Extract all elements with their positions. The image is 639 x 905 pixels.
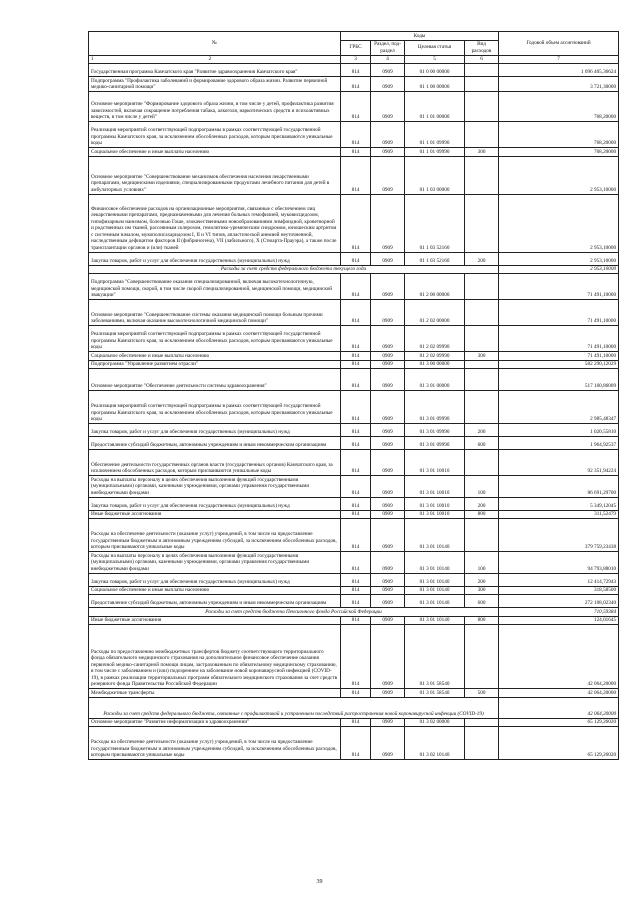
row-expense-type: 200 [465,573,499,586]
row-grbs: 814 [341,360,371,369]
row-grbs: 814 [341,326,371,352]
column-number [89,55,341,64]
row-expense-type: 100 [465,476,499,498]
row-amount: 1 964,92537 [499,437,619,450]
row-amount: 71 491,10000 [499,274,619,300]
row-grbs: 814 [341,450,371,476]
row-razdel: 0909 [371,616,405,625]
header-target: Целевая статья [405,40,465,55]
row-name: Реализация мероприятий соответствующей подпрограммы в рамках соответствующей государственной программы Камчатского края, за исключением обособленных расходов, которым присваиваются уникальные коды [89,122,341,148]
row-target-article: 01 2 02 00000 [405,300,465,326]
row-expense-type: 600 [465,437,499,450]
header-razdel: Раздел, под-раздел [371,40,405,55]
row-target-article: 01 0 00 00000 [405,64,465,77]
row-amount: 71 491,10000 [499,326,619,352]
row-razdel: 0909 [371,391,405,424]
row-target-article: 01 1 01 09990 [405,148,465,157]
row-razdel: 0909 [371,92,405,122]
row-grbs: 814 [341,476,371,498]
row-name: Государственная программа Камчатского края "Развитие здравоохранения Камчатского края" [89,64,341,77]
row-expense-type: 100 [465,552,499,574]
row-expense-type: 800 [465,616,499,625]
row-target-article: 01 2 02 09990 [405,352,465,361]
row-amount: 582 290,12029 [499,360,619,369]
row-amount: 2 985,48347 [499,391,619,424]
table-row [89,727,619,760]
row-razdel: 0909 [371,586,405,595]
row-razdel: 0909 [371,450,405,476]
header-vid: Вид расходов [465,40,499,55]
row-expense-type [465,391,499,424]
row-expense-type: 500 [465,689,499,698]
row-grbs: 814 [341,595,371,608]
row-grbs: 814 [341,718,371,727]
row-expense-type [465,300,499,326]
header-number: № [89,32,341,56]
row-name: Закупка товаров, работ и услуг для обеспечения государственных (муниципальных) нужд [89,252,341,265]
row-target-article: 01 2 00 00000 [405,274,465,300]
row-name: Расходы на выплаты персоналу в целях обеспечения выполнения функций государственными (муниципальными) органами, казенными учреждениями, органами управления государственными внебюджетными фондами [89,476,341,498]
row-grbs: 814 [341,616,371,625]
row-expense-type [465,92,499,122]
row-target-article: 01 1 03 52160 [405,194,465,252]
row-amount: 517 160,86009 [499,369,619,391]
row-razdel: 0909 [371,424,405,437]
table-row [89,77,619,92]
row-grbs: 814 [341,194,371,252]
row-target-article: 01 3 01 00000 [405,369,465,391]
row-target-article: 01 3 01 58540 [405,689,465,698]
row-amount: 42 064,20000 [499,625,619,689]
row-name: Финансовое обеспечение расходов на организационные мероприятия, связанные с обеспечением лиц лекарственными препаратами, предназначенными для лечения больных гемофилией, муковисцидозом, гипофизарным нанизмом, болезнью Гоше, злокачественными новообразованиями лимфоидной, кроветворной и родственных им тканей, рассеянным склерозом, гемолитико-уремическим синдромом, юношеским артритом с системным началом, мукополисахаридозом I, II и VI типов, апластической анемией неуточненной, наследственным дефицитом факторов II (фибриногена), VII (лабильного), X (Стюарта-Прауэра), а также после трансплантации органов и (или) тканей [89,194,341,252]
table-row [89,519,619,552]
funding-note-amount: 2 953,10000 [499,265,619,274]
row-expense-type [465,369,499,391]
row-razdel: 0909 [371,595,405,608]
row-grbs: 814 [341,369,371,391]
row-name: Основное мероприятие "Формирование здорового образа жизни, в том числе у детей, профилактика развития зависимостей, включая сокращение потребления табака, алкоголя, наркотических средств и психоактивных веществ, в том числе у детей" [89,92,341,122]
row-amount: 71 491,10000 [499,352,619,361]
row-razdel: 0909 [371,64,405,77]
row-name: Подпрограмма "Профилактика заболеваний и формирование здорового образа жизни. Развитие первичной медико-санитарной помощи" [89,77,341,92]
row-target-article: 01 1 03 00000 [405,156,465,194]
row-expense-type [465,326,499,352]
row-razdel: 0909 [371,300,405,326]
table-row [89,326,619,352]
row-razdel: 0909 [371,718,405,727]
row-expense-type: 600 [465,595,499,608]
table-row [89,476,619,498]
row-grbs: 814 [341,437,371,450]
row-target-article: 01 1 03 52160 [405,252,465,265]
row-razdel: 0909 [371,437,405,450]
row-target-article: 01 1 01 00000 [405,92,465,122]
funding-note-row [89,608,619,617]
row-grbs: 814 [341,77,371,92]
row-name: Основное мероприятие "Совершенствование механизмов обеспечения населения лекарственными препаратами, медицинскими изделиями, специализированными продуктами лечебного питания для детей в амбулаторных условиях" [89,156,341,194]
row-target-article: 01 1 01 09990 [405,122,465,148]
row-amount: 318,58500 [499,586,619,595]
row-grbs: 814 [341,424,371,437]
row-razdel: 0909 [371,326,405,352]
funding-note-amount: 42 064,20000 [499,697,619,718]
row-grbs: 814 [341,689,371,698]
row-razdel: 0909 [371,727,405,760]
row-amount: 5 349,12045 [499,497,619,510]
row-amount: 124,01645 [499,616,619,625]
table-row [89,156,619,194]
table-row [89,510,619,519]
row-grbs: 814 [341,573,371,586]
row-razdel: 0909 [371,194,405,252]
row-name: Закупка товаров, работ и услуг для обеспечения государственных (муниципальных) нужд [89,497,341,510]
row-razdel: 0909 [371,510,405,519]
row-grbs: 814 [341,148,371,157]
column-number: 5 [405,55,465,64]
table-row [89,300,619,326]
row-expense-type [465,519,499,552]
row-expense-type: 200 [465,497,499,510]
table-row [89,369,619,391]
header-codes: Коды [341,32,499,41]
row-name: Расходы на обеспечение деятельности (оказание услуг) учреждений, в том числе на предоставление государственным бюджетным и автономным учреждениям субсидий, за исключением обособленных расходов, которым присваиваются уникальные коды [89,727,341,760]
row-amount: 768,20000 [499,148,619,157]
row-grbs: 814 [341,519,371,552]
header-grbs: ГРБС [341,40,371,55]
row-amount: 94 793,88010 [499,552,619,574]
row-grbs: 814 [341,252,371,265]
table-row [89,352,619,361]
row-target-article: 01 3 01 10140 [405,552,465,574]
row-grbs: 814 [341,497,371,510]
row-name: Социальное обеспечение и иные выплаты населению [89,352,341,361]
row-amount: 1 096 405,36624 [499,64,619,77]
row-razdel: 0909 [371,252,405,265]
row-expense-type [465,194,499,252]
row-grbs: 814 [341,391,371,424]
row-amount: 2 953,10000 [499,252,619,265]
table-row [89,718,619,727]
column-number: 6 [465,55,499,64]
row-expense-type [465,450,499,476]
table-row [89,92,619,122]
row-target-article: 01 3 02 00000 [405,718,465,727]
table-row [89,64,619,77]
table-row [89,450,619,476]
row-name: Иные бюджетные ассигнования [89,510,341,519]
row-target-article: 01 1 00 00000 [405,77,465,92]
table-row [89,122,619,148]
row-amount: 768,20000 [499,122,619,148]
row-amount: 379 759,23438 [499,519,619,552]
row-razdel: 0909 [371,519,405,552]
row-target-article: 01 3 01 58540 [405,625,465,689]
row-expense-type [465,156,499,194]
row-amount: 71 491,10000 [499,300,619,326]
row-name: Основное мероприятие "Обеспечение деятельности системы здравоохранения" [89,369,341,391]
row-amount: 92 351,94224 [499,450,619,476]
column-number: 7 [499,55,619,64]
row-name: Реализация мероприятий соответствующей подпрограммы в рамках соответствующей государственной программы Камчатского края, за исключением обособленных расходов, которым присваиваются уникальные коды [89,326,341,352]
table-row [89,552,619,574]
row-target-article: 01 3 01 10010 [405,450,465,476]
row-amount: 272 108,02340 [499,595,619,608]
header-amount: Годовой объем ассигнований [499,32,619,56]
table-row [89,424,619,437]
table-row [89,595,619,608]
row-name: Расходы на выплаты персоналу в целях обеспечения выполнения функций государственными (муниципальными) органами, казенными учреждениями, органами управления государственными внебюджетными фондами [89,552,341,574]
row-amount: 65 129,26020 [499,727,619,760]
row-name: Закупка товаров, работ и услуг для обеспечения государственных (муниципальных) нужд [89,424,341,437]
row-target-article: 01 3 02 10140 [405,727,465,760]
row-expense-type: 300 [465,586,499,595]
table-body [89,64,619,760]
row-name: Подпрограмма "Совершенствование оказания специализированной, включая высокотехнологичную, медицинской помощи, скорой, в том числе скорой специализированной, медицинской помощи, медицинской эвакуации" [89,274,341,300]
row-amount: 768,20000 [499,92,619,122]
row-target-article: 01 3 01 10140 [405,616,465,625]
table-row [89,148,619,157]
row-name: Обеспечение деятельности государственных органов власти (государственных органов) Камчатского края, за исключением обособленных расходов, которым присваиваются уникальные коды [89,450,341,476]
budget-table [88,31,619,760]
row-grbs: 814 [341,64,371,77]
row-name: Расходы по предоставлению межбюджетных трансфертов бюджету соответствующего территориального фонда обязательного медицинского страхования на дополнительное финансовое обеспечение оказания первичной медико-санитарной помощи лицам, застрахованным по обязательному медицинскому страхованию, в том числе с заболеванием и (или) подозрением на заболевание новой коронавирусной инфекцией (COVID-19), в рамках реализации территориальных программ обязательного медицинского страхования за счет средств резервного фонда Правительства Российской Федерации [89,625,341,689]
row-name: Закупка товаров, работ и услуг для обеспечения государственных (муниципальных) нужд [89,573,341,586]
row-expense-type [465,64,499,77]
table-row [89,616,619,625]
page-number: 39 [316,879,323,885]
row-amount: 311,52479 [499,510,619,519]
row-expense-type [465,727,499,760]
row-amount: 2 953,10000 [499,156,619,194]
table-row [89,391,619,424]
row-grbs: 814 [341,727,371,760]
row-name: Предоставление субсидий бюджетным, автономным учреждениям и иным некоммерческим организациям [89,437,341,450]
row-target-article: 01 3 01 09990 [405,391,465,424]
row-expense-type [465,625,499,689]
column-numbers-row [89,55,619,64]
funding-note-amount: 710,59384 [499,608,619,617]
row-razdel: 0909 [371,573,405,586]
row-name: Реализация мероприятий соответствующей подпрограммы в рамках соответствующей государственной программы Камчатского края, за исключением обособленных расходов, которым присваиваются уникальные коды [89,391,341,424]
row-name: Расходы на обеспечение деятельности (оказание услуг) учреждений, в том числе на предоставление государственным бюджетным и автономным учреждениям субсидий, за исключением обособленных расходов, которым присваиваются уникальные коды [89,519,341,552]
row-expense-type [465,718,499,727]
row-expense-type: 200 [465,252,499,265]
table-row [89,194,619,252]
row-razdel: 0909 [371,497,405,510]
row-target-article: 01 2 02 09990 [405,326,465,352]
row-target-article: 01 3 01 10140 [405,573,465,586]
row-target-article: 01 3 00 00000 [405,360,465,369]
table-row [89,497,619,510]
row-expense-type [465,274,499,300]
row-razdel: 0909 [371,274,405,300]
row-razdel: 0909 [371,369,405,391]
row-expense-type: 300 [465,352,499,361]
row-expense-type [465,77,499,92]
table-row [89,274,619,300]
funding-note-text: Расходы за счет средств федерального бюджета, связанные с профилактикой и устранением последствий распространения новой коронавирусной инфекции (COVID-19) [89,697,499,718]
row-expense-type [465,122,499,148]
row-razdel: 0909 [371,689,405,698]
row-amount: 42 064,20000 [499,689,619,698]
table-header [89,32,619,64]
row-amount: 1 020,55810 [499,424,619,437]
table-row [89,573,619,586]
row-expense-type: 800 [465,510,499,519]
table-row [89,689,619,698]
row-name: Межбюджетные трансферты [89,689,341,698]
row-expense-type: 300 [465,148,499,157]
row-grbs: 814 [341,122,371,148]
row-grbs: 814 [341,92,371,122]
row-grbs: 814 [341,625,371,689]
table-row [89,586,619,595]
row-target-article: 01 3 01 09990 [405,437,465,450]
funding-note-row [89,697,619,718]
column-number: 3 [341,55,371,64]
row-target-article: 01 3 01 10140 [405,519,465,552]
row-grbs: 814 [341,274,371,300]
row-name: Предоставление субсидий бюджетным, автономным учреждениям и иным некоммерческим организациям [89,595,341,608]
row-razdel: 0909 [371,360,405,369]
funding-note-text: Расходы за счет средств бюджета Пенсионного фонда Российской Федерации [89,608,499,617]
row-name: Социальное обеспечение и иные выплаты населению [89,586,341,595]
row-grbs: 814 [341,586,371,595]
row-amount: 65 129,26020 [499,718,619,727]
row-amount: 12 414,72943 [499,573,619,586]
row-name: Основное мероприятие "Совершенствование системы оказания медицинской помощи больным прочими заболеваниями, включая оказание высокотехнологичной медицинской помощи" [89,300,341,326]
column-number: 2 [208,56,212,62]
row-grbs: 814 [341,156,371,194]
row-razdel: 0909 [371,156,405,194]
row-name: Подпрограмма "Управление развитием отрасли" [89,360,341,369]
row-target-article: 01 3 01 10010 [405,497,465,510]
row-target-article: 01 3 01 09990 [405,424,465,437]
row-target-article: 01 3 01 10140 [405,586,465,595]
row-razdel: 0909 [371,77,405,92]
row-grbs: 814 [341,552,371,574]
row-name: Социальное обеспечение и иные выплаты населению [89,148,341,157]
row-razdel: 0909 [371,552,405,574]
row-amount: 2 953,10000 [499,194,619,252]
row-razdel: 0909 [371,352,405,361]
row-razdel: 0909 [371,122,405,148]
table-row [89,437,619,450]
column-number: 4 [371,55,405,64]
funding-note-text: Расходы за счет средств федерального бюджета текущего года [89,265,499,274]
row-grbs: 814 [341,352,371,361]
row-name: Основное мероприятие "Развитие информатизации в здравоохранении" [89,718,341,727]
row-grbs: 814 [341,300,371,326]
row-razdel: 0909 [371,148,405,157]
row-amount: 86 691,29700 [499,476,619,498]
table-row [89,625,619,689]
table-row [89,360,619,369]
row-target-article: 01 3 01 10010 [405,510,465,519]
funding-note-row [89,265,619,274]
row-amount: 3 721,30000 [499,77,619,92]
row-target-article: 01 3 01 10010 [405,476,465,498]
row-grbs: 814 [341,510,371,519]
column-number: 1 [91,56,94,62]
row-razdel: 0909 [371,476,405,498]
row-expense-type [465,360,499,369]
row-target-article: 01 3 01 10140 [405,595,465,608]
row-expense-type: 200 [465,424,499,437]
row-name: Иные бюджетные ассигнования [89,616,341,625]
table-row [89,252,619,265]
row-razdel: 0909 [371,625,405,689]
